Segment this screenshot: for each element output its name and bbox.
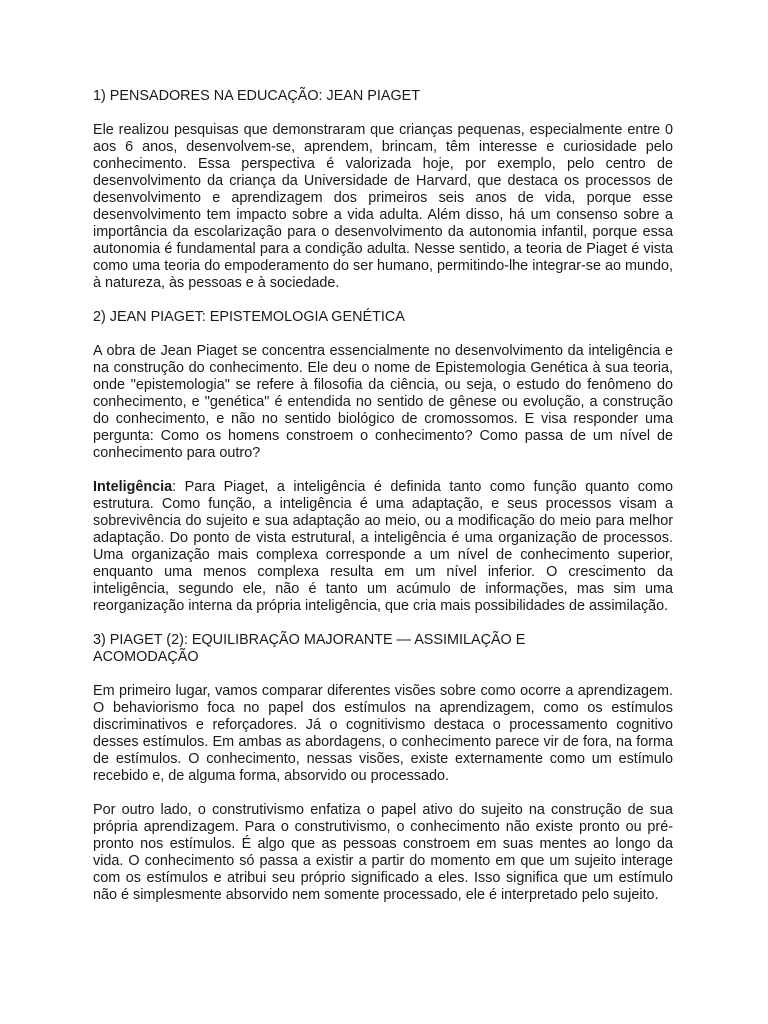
section-2-paragraph-1: A obra de Jean Piaget se concentra essencialmente no desenvolvimento da inteligência e na construção do conhecimento. Ele deu o nome de Epistemologia Genética à sua teoria, onde "epistemologia" se refere à filosofia da ciência, ou seja, o estudo do fenômeno do conhecimento, e "genética" é entendida no sentido de gênese ou evolução, a construção do conhecimento, e não no sentido biológico de cromossomos. E visa responder uma pergunta: Como os homens constroem o conhecimento? Como passa de um nível de conhecimento para outro? [93, 343, 673, 461]
section-3-heading-line-2: ACOMODAÇÃO [93, 649, 199, 665]
spacer [93, 785, 673, 802]
section-3-heading-line-1: 3) PIAGET (2): EQUILIBRAÇÃO MAJORANTE — ASSIMILAÇÃO E [93, 632, 526, 648]
spacer [93, 105, 673, 122]
term-inteligencia: Inteligência [93, 479, 173, 495]
section-2-paragraph-2 [93, 479, 673, 615]
spacer [93, 666, 673, 683]
spacer [93, 462, 673, 479]
section-3-heading [93, 632, 673, 666]
spacer [93, 292, 673, 309]
document-page [93, 88, 673, 904]
section-1-paragraph: Ele realizou pesquisas que demonstraram que crianças pequenas, especialmente entre 0 aos 6 anos, desenvolvem-se, aprendem, brincam, têm interesse e curiosidade pelo conhecimento. Essa perspectiva é valorizada hoje, por exemplo, pelo centro de desenvolvimento da criança da Universidade de Harvard, que destaca os processos de desenvolvimento e aprendizagem dos primeiros seis anos de vida, porque esse desenvolvimento tem impacto sobre a vida adulta. Além disso, há um consenso sobre a importância da escolarização para o desenvolvimento da autonomia infantil, porque essa autonomia é fundamental para a condição adulta. Nesse sentido, a teoria de Piaget é vista como uma teoria do empoderamento do ser humano, permitindo-lhe integrar-se ao mundo, à natureza, às pessoas e à sociedade. [93, 122, 673, 291]
spacer [93, 326, 673, 343]
section-2-paragraph-2-text: : Para Piaget, a inteligência é definida tanto como função quanto como estrutura. Como função, a inteligência é uma adaptação, e seus processos visam a sobrevivência do sujeito e sua adaptação ao meio, ou a modificação do meio para melhor adaptação. Do ponto de vista estrutural, a inteligência é uma organização de processos. Uma organização mais complexa corresponde a um nível de conhecimento superior, enquanto uma menos complexa resulta em um nível inferior. O crescimento da inteligência, segundo ele, não é tanto um acúmulo de informações, mas sim uma reorganização interna da própria inteligência, que cria mais possibilidades de assimilação. [93, 479, 673, 614]
section-3-paragraph-2: Por outro lado, o construtivismo enfatiza o papel ativo do sujeito na construção de sua própria aprendizagem. Para o construtivismo, o conhecimento não existe pronto ou pré-pronto nos estímulos. É algo que as pessoas constroem em suas mentes ao longo da vida. O conhecimento só passa a existir a partir do momento em que um sujeito interage com os estímulos e atribui seu próprio significado a eles. Isso significa que um estímulo não é simplesmente absorvido nem somente processado, ele é interpretado pelo sujeito. [93, 802, 673, 903]
section-3-paragraph-1: Em primeiro lugar, vamos comparar diferentes visões sobre como ocorre a aprendizagem. O behaviorismo foca no papel dos estímulos na aprendizagem, como os estímulos discriminativos e reforçadores. Já o cognitivismo destaca o processamento cognitivo desses estímulos. Em ambas as abordagens, o conhecimento parece vir de fora, na forma de estímulos. O conhecimento, nessas visões, existe externamente como um estímulo recebido e, de alguma forma, absorvido ou processado. [93, 683, 673, 784]
section-2-heading: 2) JEAN PIAGET: EPISTEMOLOGIA GENÉTICA [93, 309, 405, 325]
section-1-heading: 1) PENSADORES NA EDUCAÇÃO: JEAN PIAGET [93, 88, 421, 104]
spacer [93, 615, 673, 632]
